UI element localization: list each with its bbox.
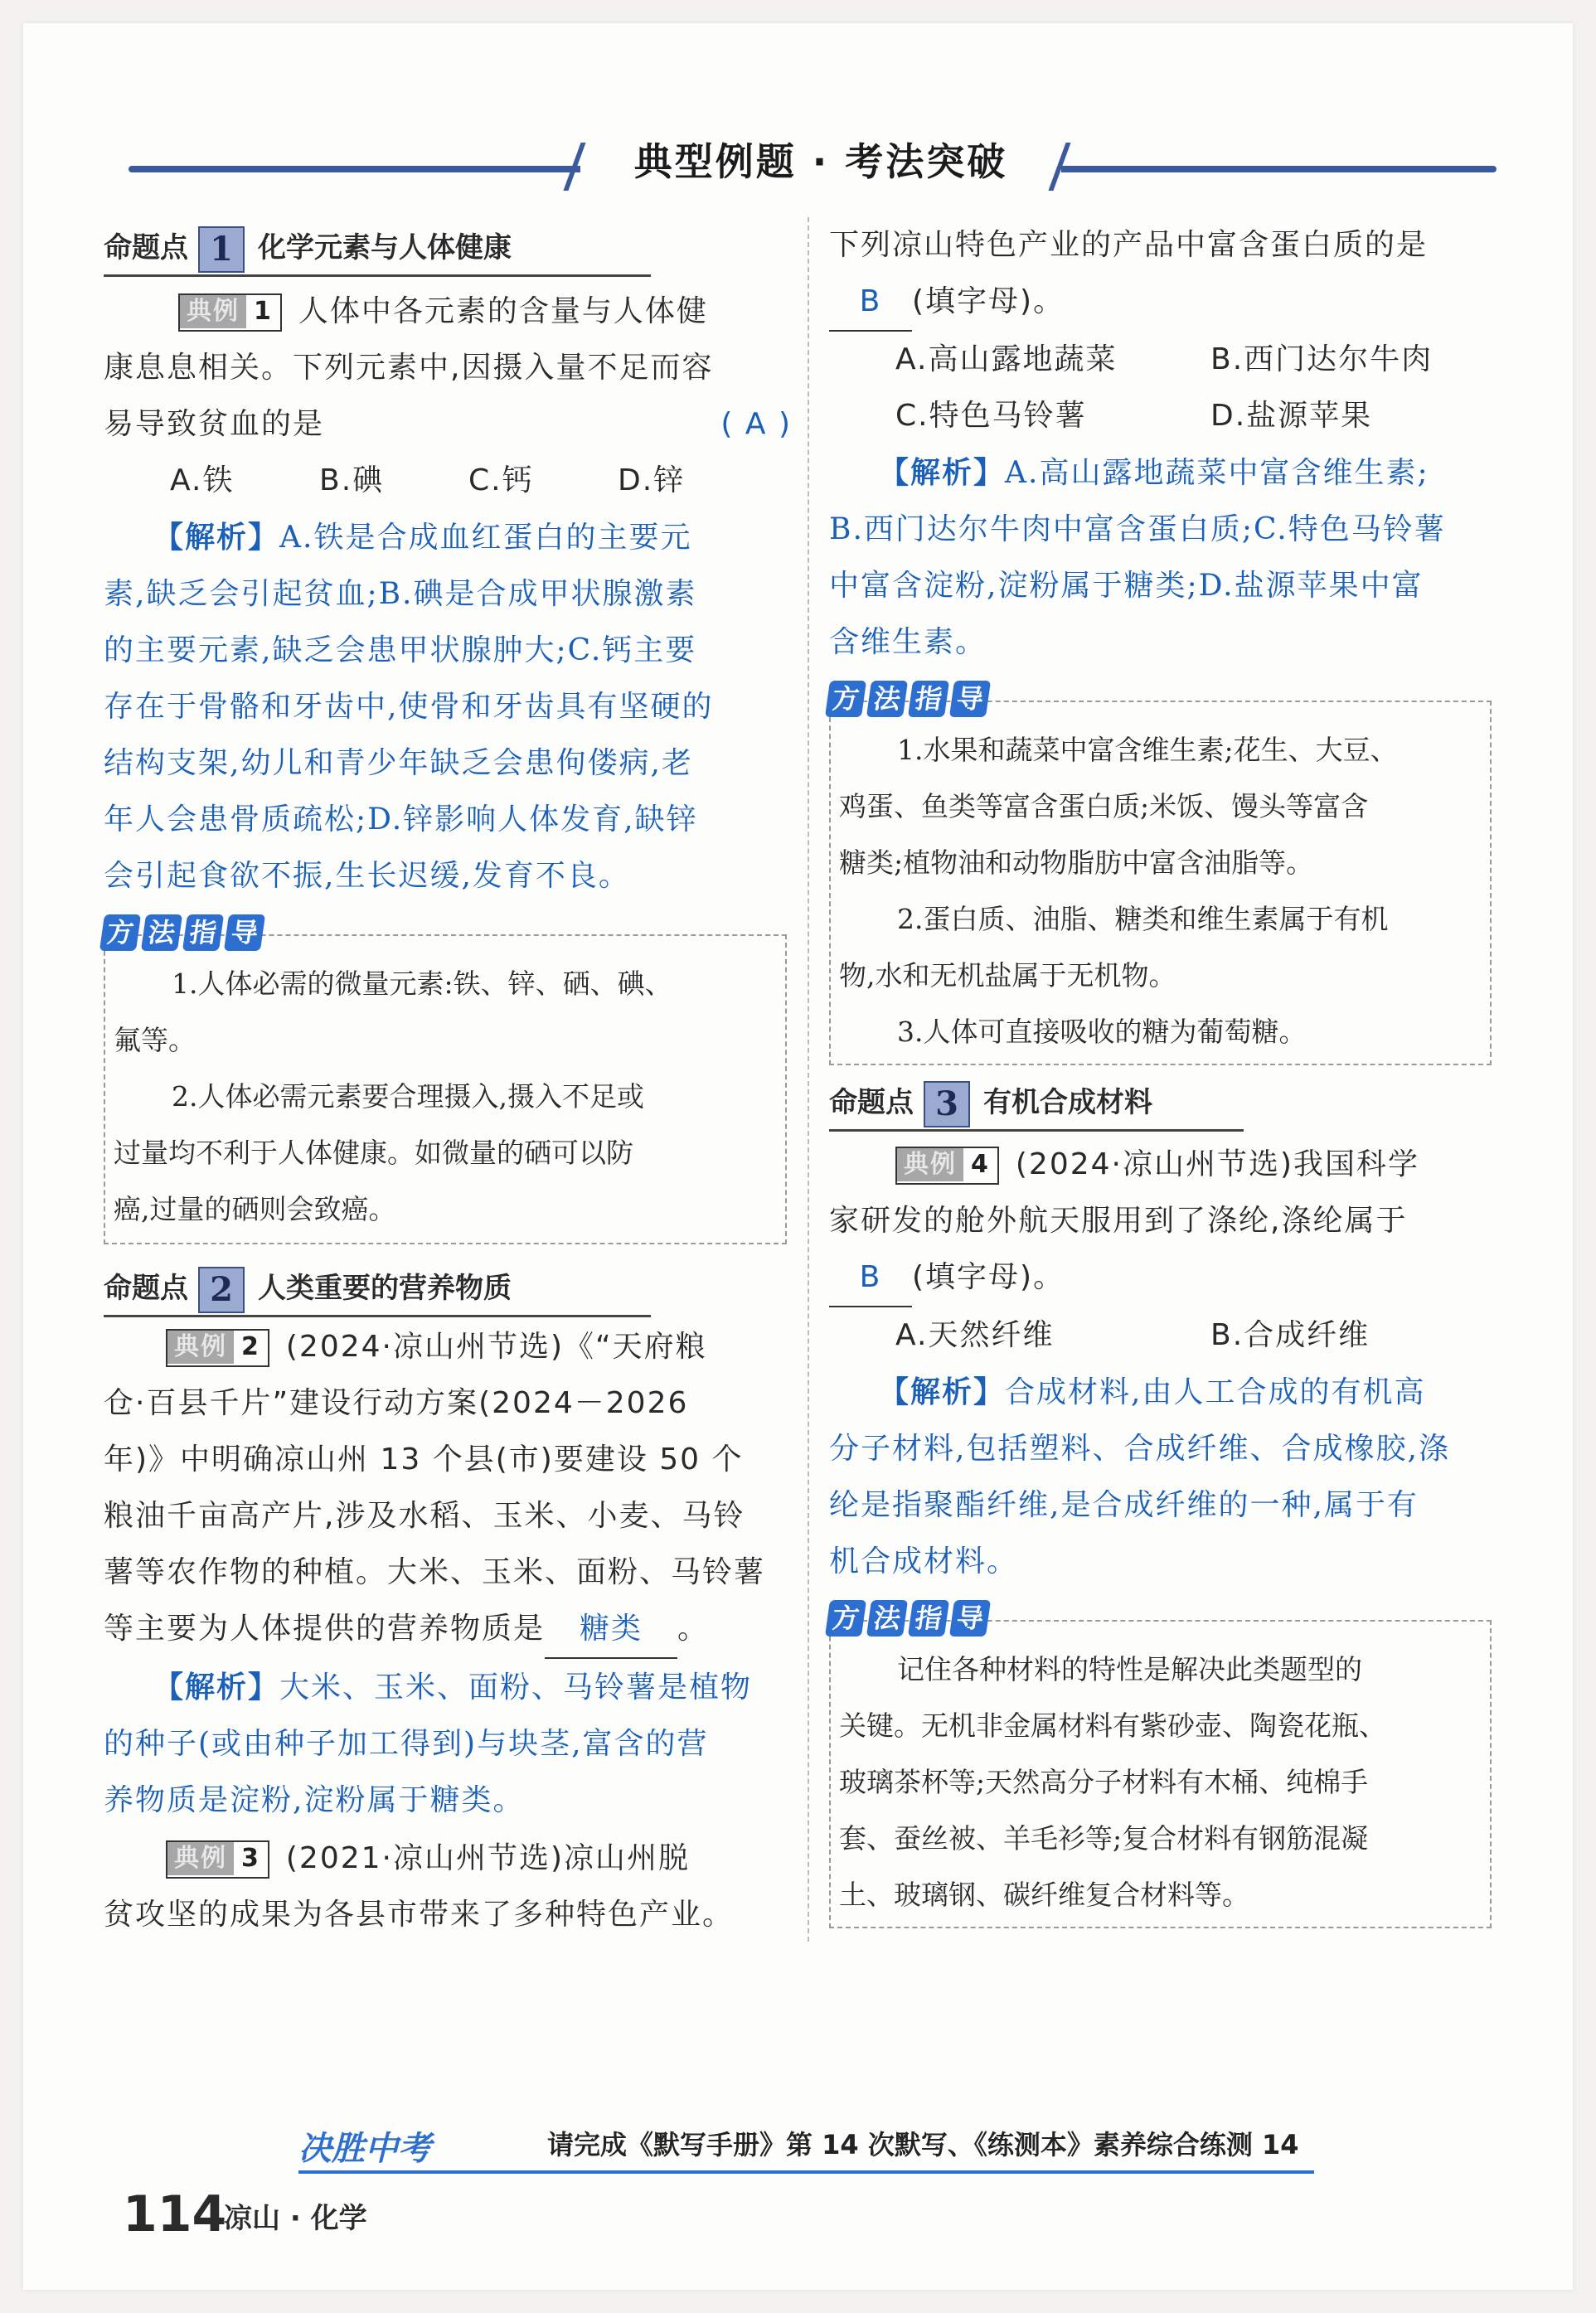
section-header	[104, 133, 1497, 191]
method-guide-2: 方 法 指 导 1.水果和蔬菜中富含维生素;花生、大豆、 鸡蛋、鱼类等富含蛋白质;米饭、馒头等富含 糖类;植物油和动物脂肪中富含油脂等。 2.蛋白质、油脂、糖类和维生素属于有机 物,水和无机盐属于无机物。 3.人体可直接吸收的糖为葡萄糖。	[829, 701, 1492, 1065]
topic-number: 3	[924, 1081, 970, 1127]
topic-2	[104, 1258, 792, 1319]
topic-title: 化学元素与人体健康	[258, 231, 512, 264]
option-a: A.高山露地蔬菜	[895, 342, 1118, 376]
topic-label: 命题点	[104, 1272, 188, 1305]
right-column: 下列凉山特色产业的产品中富含蛋白质的是 B (填字母)。 A.高山露地蔬菜 B.西门达尔牛肉 C.特色马铃薯 D.盐源苹果 【解析】A.高山露地蔬菜中富含维生素; B.西门达尔牛肉中富含蛋白质;C.特色马铃薯 中富含淀粉,淀粉属于糖类;D.盐源苹果中富 含维生素。 方 法 指 导 1.水果和蔬菜中富含维生素;花生、大豆、 鸡蛋、鱼类等富含蛋白质;米饭、馒头等富含 糖类;植物油和动物脂肪中富含油脂等。 2.蛋白质、油脂、糖类和维生素属于有机 物,水和无机盐属于无机物。 3.人体可直接吸收的糖为葡萄糖。 命题点 3 有机合成材料 典例 4 (2024·凉山州节选)我国科学 家研发的舱外航天服用到了涤纶,涤纶属于 B (填字母)。 A.天然纤维 B.合成纤维 【解析】合成材料,由人工合成的有机高 分子材料,包括塑料、合成纤维、合成橡胶,涤 纶是指聚酯纤维,是合成纤维的一种,属于有 机合成材料。 方 法 指 导 记住各种材料的特性是解决此类题型的 关键。无机非金属材料有紫砂壶、陶瓷花瓶、 玻璃茶杯等;天然高分子材料有木桶、纯棉手 套、蚕丝被、羊毛衫等;复合材料有钢筋混凝 土、玻璃钢、碳纤维复合材料等。	[829, 217, 1497, 1928]
question-line: 康息息相关。下列元素中,因摄入量不足而容	[104, 351, 714, 385]
option-d: D.锌	[618, 463, 686, 497]
topic-label: 命题点	[829, 1086, 914, 1119]
example-badge: 典例 3	[166, 1840, 269, 1879]
topic-label: 命题点	[104, 231, 188, 264]
method-guide-badge: 方 法 指 导	[827, 681, 993, 722]
option-a: A.铁	[170, 463, 235, 497]
explanation-1: 【解析】A.铁是合成血红蛋白的主要元 素,缺乏会引起贫血;B.碘是合成甲状腺激素 的主要元素,缺乏会患甲状腺肿大;C.钙主要 存在于骨骼和牙齿中,使骨和牙齿具有坚硬的 结构支架,幼儿和青少年缺乏会患佝偻病,老 年人会患骨质疏松;D.锌影响人体发育,缺锌 会引起食欲不振,生长迟缓,发育不良。	[104, 520, 714, 893]
question-line: 人体中各元素的含量与人体健	[298, 294, 708, 328]
method-guide-3: 方 法 指 导 记住各种材料的特性是解决此类题型的 关键。无机非金属材料有紫砂壶、陶瓷花瓶、 玻璃茶杯等;天然高分子材料有木桶、纯棉手 套、蚕丝被、羊毛衫等;复合材料有钢筋混凝 土、玻璃钢、碳纤维复合材料等。	[829, 1620, 1492, 1928]
option-a: A.天然纤维	[895, 1318, 1055, 1352]
left-column	[104, 217, 792, 1943]
footer-rule	[298, 2170, 1314, 2174]
example-2: 典例 2 (2024·凉山州节选)《“天府粮 仓·百县千片”建设行动方案(2024－2026 年)》中明确凉山州 13 个县(市)要建设 50 个 粮油千亩高产片,涉及水稻、玉米、小麦、马铃 薯等农作物的种植。大米、玉米、面粉、马铃薯 等主要为人体提供的营养物质是 糖类 。 【解析】大米、玉米、面粉、马铃薯是植物 的种子(或由种子加工得到)与块茎,富含的营 养物质是淀粉,淀粉属于糖类。	[104, 1319, 792, 1829]
answer-bracket: ( A )	[720, 407, 792, 441]
topic-underline	[829, 1129, 1244, 1132]
explanation-2: 【解析】大米、玉米、面粉、马铃薯是植物 的种子(或由种子加工得到)与块茎,富含的营 养物质是淀粉,淀粉属于糖类。	[104, 1670, 753, 1817]
answer-blank: B	[829, 1249, 912, 1307]
topic-3	[829, 1072, 1497, 1133]
subject-label: 凉山 · 化学	[224, 2202, 367, 2235]
option-b: B.西门达尔牛肉	[1210, 342, 1433, 376]
method-guide-badge: 方 法 指 导	[102, 914, 268, 956]
example-badge: 典例 2	[166, 1329, 269, 1367]
option-b: B.合成纤维	[1210, 1318, 1370, 1352]
example-badge: 典例 1	[178, 293, 282, 332]
example-1	[104, 284, 792, 904]
column-divider	[808, 217, 809, 1942]
explanation-3: 【解析】A.高山露地蔬菜中富含维生素; B.西门达尔牛肉中富含蛋白质;C.特色马铃薯 中富含淀粉,淀粉属于糖类;D.盐源苹果中富 含维生素。	[829, 455, 1446, 659]
section-title: 典型例题 · 考法突破	[633, 139, 1008, 184]
option-d: D.盐源苹果	[1210, 399, 1373, 433]
topic-number: 1	[198, 226, 245, 273]
header-rule-right	[1061, 166, 1497, 172]
answer-blank: 糖类	[545, 1601, 677, 1659]
method-guide-badge: 方 法 指 导	[827, 1600, 993, 1641]
topic-underline	[104, 274, 651, 277]
explanation-4: 【解析】合成材料,由人工合成的有机高 分子材料,包括塑料、合成纤维、合成橡胶,涤 纶是指聚酯纤维,是合成纤维的一种,属于有 机合成材料。	[829, 1375, 1450, 1578]
topic-underline	[104, 1315, 651, 1317]
question-line: 下列凉山特色产业的产品中富含蛋白质的是	[829, 228, 1429, 262]
option-b: B.碘	[319, 463, 385, 497]
method-guide-1: 方 法 指 导 1.人体必需的微量元素:铁、锌、硒、碘、 氟等。 2.人体必需元素要合理摄入,摄入不足或 过量均不利于人体健康。如微量的硒可以防 癌,过量的硒则会致癌。	[104, 934, 787, 1244]
option-c: C.钙	[468, 463, 534, 497]
topic-title: 人类重要的营养物质	[258, 1272, 512, 1305]
header-rule-left	[129, 166, 580, 172]
footer-banner	[298, 2122, 1314, 2172]
answer-blank: B	[829, 274, 912, 332]
example-3: 典例 3 (2021·凉山州节选)凉山州脱 贫攻坚的成果为各县市带来了多种特色产业。	[104, 1841, 735, 1932]
page-number: 114	[123, 2185, 227, 2243]
topic-title: 有机合成材料	[983, 1086, 1152, 1119]
option-c: C.特色马铃薯	[895, 399, 1087, 433]
explanation-tag: 【解析】	[153, 520, 280, 555]
example-4: 典例 4 (2024·凉山州节选)我国科学 家研发的舱外航天服用到了涤纶,涤纶属于 B (填字母)。 A.天然纤维 B.合成纤维 【解析】合成材料,由人工合成的有机高 分子材料,包括塑料、合成纤维、合成橡胶,涤 纶是指聚酯纤维,是合成纤维的一种,属于有 机合成材料。	[829, 1137, 1497, 1590]
example-badge: 典例 4	[895, 1147, 999, 1185]
topic-number: 2	[198, 1267, 245, 1313]
topic-1	[104, 217, 792, 279]
question-line: 易导致贫血的是	[104, 407, 325, 441]
footer-instruction: 请完成《默写手册》第 14 次默写、《练测本》素养综合练测 14	[547, 2129, 1299, 2160]
brand-logo: 决胜中考	[298, 2130, 431, 2168]
